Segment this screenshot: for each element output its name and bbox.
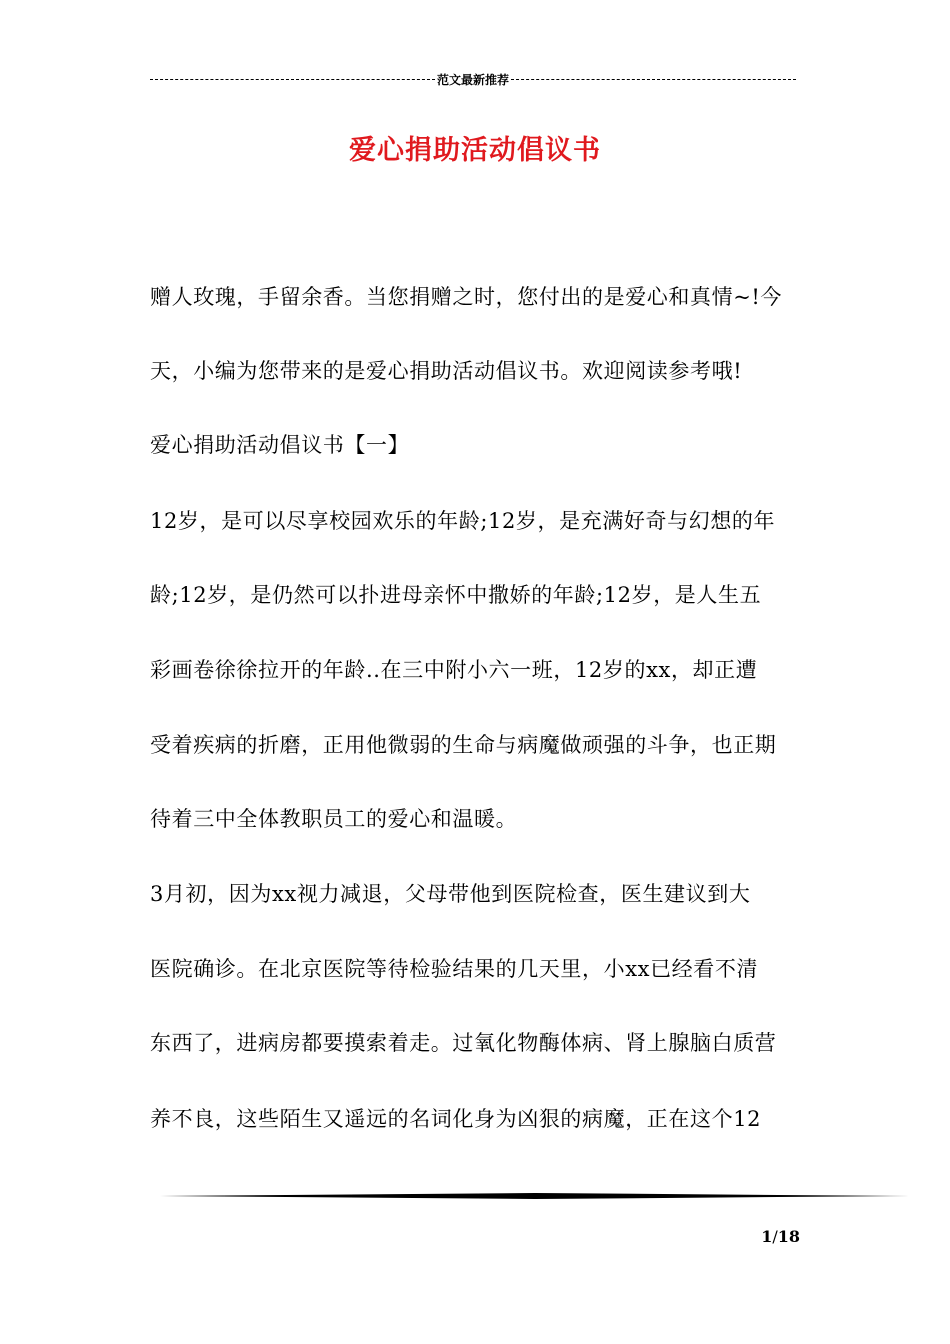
- page-separator: /: [772, 1227, 778, 1246]
- body-line-9: 3月初，因为xx视力减退，父母带他到医院检查，医生建议到大: [150, 882, 751, 906]
- body-line-6: 彩画卷徐徐拉开的年龄..在三中附小六一班，12岁的xx，却正遭: [150, 658, 758, 682]
- body-line-1: 赠人玫瑰，手留余香。当您捐赠之时，您付出的是爱心和真情~!今: [150, 285, 783, 309]
- footer-divider: [160, 1193, 910, 1199]
- header-rule: [150, 70, 796, 88]
- body-line-12: 养不良，这些陌生又遥远的名词化身为凶狠的病魔，正在这个12: [150, 1107, 762, 1131]
- body-line-8: 待着三中全体教职员工的爱心和温暖。: [150, 807, 518, 831]
- header-dashes-left: [150, 79, 435, 80]
- document-title: 爱心捐助活动倡议书: [349, 135, 601, 166]
- body-line-7: 受着疾病的折磨，正用他微弱的生命与病魔做顽强的斗争，也正期: [150, 733, 777, 757]
- body-line-3: 爱心捐助活动倡议书【一】: [150, 433, 410, 457]
- current-page: 1: [761, 1227, 773, 1246]
- body-line-2: 天，小编为您带来的是爱心捐助活动倡议书。欢迎阅读参考哦!: [150, 359, 743, 383]
- body-line-10: 医院确诊。在北京医院等待检验结果的几天里，小xx已经看不清: [150, 957, 759, 981]
- page-number: [700, 1227, 800, 1246]
- header-label: 范文最新推荐: [437, 72, 510, 87]
- body-line-4: 12岁，是可以尽享校园欢乐的年龄;12岁，是充满好奇与幻想的年: [150, 509, 776, 533]
- body-line-11: 东西了，进病房都要摸索着走。过氧化物酶体病、肾上腺脑白质营: [150, 1031, 777, 1055]
- total-pages: 18: [777, 1227, 800, 1246]
- header-dashes-right: [511, 79, 796, 80]
- body-line-5: 龄;12岁，是仍然可以扑进母亲怀中撒娇的年龄;12岁，是人生五: [150, 583, 762, 607]
